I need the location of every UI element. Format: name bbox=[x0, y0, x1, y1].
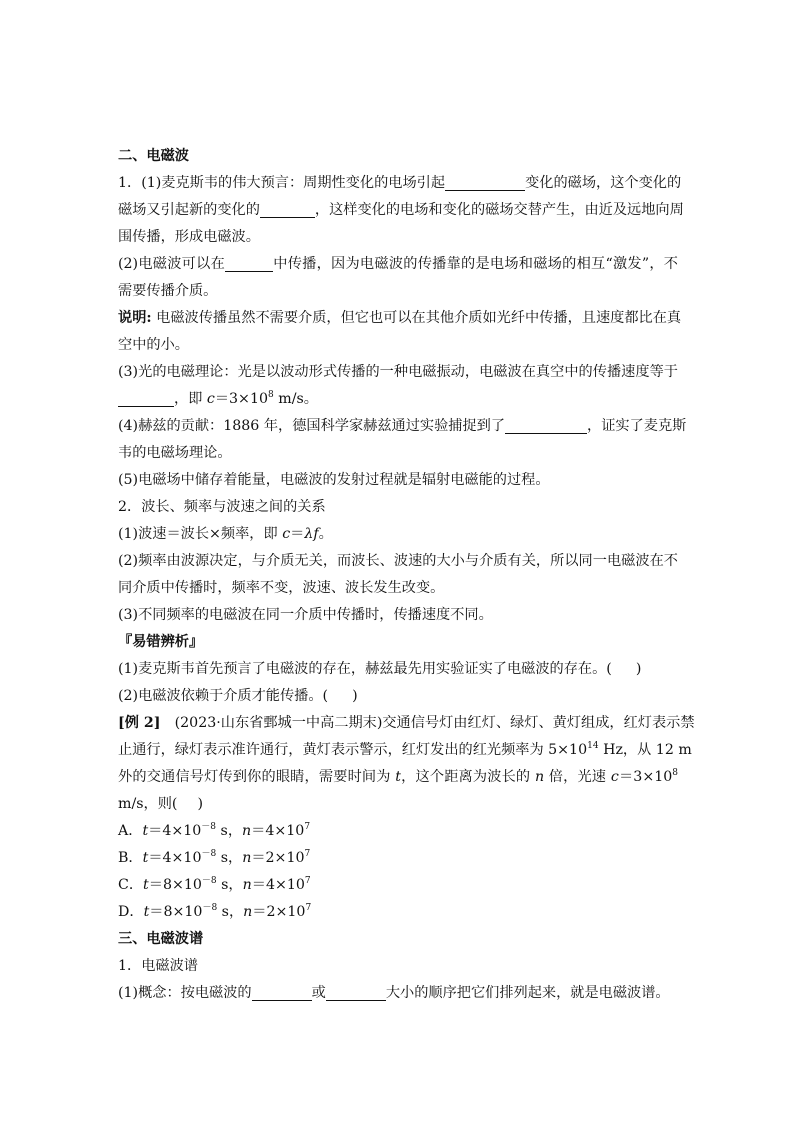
text-span: (4)赫兹的贡献：1886 年，德国科学家赫兹通过实验捕捉到了 bbox=[118, 418, 506, 434]
text-span: (3)不同频率的电磁波在同一介质中传播时，传播速度不同。 bbox=[118, 607, 493, 623]
text-span: ＝2×10 bbox=[252, 904, 306, 920]
paragraph-speed bbox=[118, 602, 678, 629]
text-span: n bbox=[242, 850, 252, 866]
option-d[interactable] bbox=[118, 899, 678, 926]
text-span: t bbox=[395, 769, 401, 785]
text-span: 8 bbox=[672, 768, 678, 778]
paragraph-hertz bbox=[118, 413, 687, 440]
text-span: 7 bbox=[304, 822, 311, 832]
text-span: s， bbox=[217, 904, 244, 920]
text-span: n bbox=[534, 769, 545, 785]
text-span: 或 bbox=[311, 985, 326, 1001]
text-span: －8 bbox=[201, 876, 217, 886]
text-span: ) bbox=[352, 688, 358, 704]
text-span: s， bbox=[216, 877, 243, 893]
example-question bbox=[118, 710, 695, 737]
text-span: 外的交通信号灯传到你的眼睛，需要时间为 bbox=[118, 769, 396, 785]
text-span: ) bbox=[197, 796, 203, 812]
text-span: 变化的磁场，这个变化的 bbox=[525, 175, 682, 191]
text-span: －8 bbox=[201, 849, 217, 859]
text-span: s， bbox=[216, 850, 243, 866]
text-span: t bbox=[142, 850, 149, 866]
option-a[interactable] bbox=[118, 818, 678, 845]
text-span: c bbox=[282, 526, 291, 542]
text-span: 同介质中传播时，频率不变，波速、波长发生改变。 bbox=[118, 580, 445, 596]
text-span: ，这个距离为波长的 bbox=[400, 769, 535, 785]
text-span: t bbox=[143, 904, 150, 920]
text-span: ＝8×10 bbox=[149, 904, 203, 920]
text-span: ＝2×10 bbox=[251, 850, 305, 866]
text-span: 磁场又引起新的变化的 bbox=[118, 202, 260, 218]
text-span: n bbox=[242, 823, 252, 839]
fill-blank[interactable] bbox=[326, 983, 386, 1001]
text-span: 围传播，形成电磁波。 bbox=[118, 229, 260, 245]
paragraph-line bbox=[118, 791, 678, 818]
text-span: 7 bbox=[304, 849, 311, 859]
judge-item-1 bbox=[118, 656, 678, 683]
text-span: 二、电磁波 bbox=[118, 148, 189, 164]
error-analysis-heading bbox=[118, 629, 678, 656]
paragraph-line bbox=[118, 224, 678, 251]
paragraph-line bbox=[118, 278, 678, 305]
text-span: (2)频率由波源决定，与介质无关，而波长、波速的大小与介质有关，所以同一电磁波在不 bbox=[118, 553, 678, 569]
text-span: 7 bbox=[304, 876, 311, 886]
text-span: c bbox=[206, 391, 215, 407]
text-span: m/s。 bbox=[273, 391, 318, 407]
fill-blank[interactable] bbox=[260, 200, 315, 218]
text-span: (2)电磁波可以在 bbox=[118, 256, 226, 272]
text-span: n bbox=[242, 877, 252, 893]
text-span: 倍，光速 bbox=[544, 769, 611, 785]
note-paragraph bbox=[118, 305, 682, 332]
text-span: 『易错辨析』 bbox=[118, 634, 204, 650]
text-span: 止通行，绿灯表示准许通行，黄灯表示警示，红灯发出的红光频率为 5×10 bbox=[118, 742, 588, 758]
text-span: ＝3×10 bbox=[618, 769, 673, 785]
text-span: c bbox=[610, 769, 619, 785]
text-span: Hz，从 12 m bbox=[598, 742, 692, 758]
fill-blank[interactable] bbox=[445, 173, 525, 191]
subheading-wave-relation bbox=[118, 494, 678, 521]
text-span: (3)光的电磁理论：光是以波动形式传播的一种电磁振动，电磁波在真空中的传播速度等于 bbox=[118, 364, 678, 380]
paragraph-line bbox=[118, 332, 678, 359]
text-span: 中传播，因为电磁波的传播靠的是电场和磁场的相互“激发”，不 bbox=[273, 256, 678, 272]
paragraph-maxwell-prediction bbox=[118, 170, 682, 197]
text-span: 空中的小。 bbox=[118, 337, 189, 353]
text-span: 。 bbox=[318, 526, 333, 542]
text-span: 2．波长、频率与波速之间的关系 bbox=[118, 499, 326, 515]
text-span: m/s，则( bbox=[118, 796, 178, 812]
text-span: n bbox=[243, 904, 253, 920]
text-span: ＝4×10 bbox=[251, 877, 305, 893]
text-span: ，即 bbox=[174, 391, 207, 407]
text-span: [例 2] bbox=[118, 715, 161, 731]
text-span: ，这样变化的电场和变化的磁场交替产生，由近及远地向周 bbox=[314, 202, 684, 218]
paragraph-line bbox=[118, 764, 678, 791]
document-content bbox=[118, 143, 695, 1007]
section-heading-spectrum bbox=[118, 926, 678, 953]
paragraph-formula bbox=[118, 521, 678, 548]
text-span: 8 bbox=[268, 390, 274, 400]
text-span: (1)麦克斯韦首先预言了电磁波的存在，赫兹最先用实验证实了电磁波的存在。( bbox=[118, 661, 612, 677]
section-heading-electromagnetic-wave bbox=[118, 143, 678, 170]
paragraph-line bbox=[118, 197, 684, 224]
text-span: 三、电磁波谱 bbox=[118, 931, 204, 947]
subheading-spectrum bbox=[118, 953, 678, 980]
text-span: ＝4×10 bbox=[148, 850, 202, 866]
option-b[interactable] bbox=[118, 845, 678, 872]
text-span: ，证实了麦克斯 bbox=[587, 418, 687, 434]
text-span: －8 bbox=[201, 822, 217, 832]
text-span: ＝4×10 bbox=[251, 823, 305, 839]
text-span: ＝4×10 bbox=[148, 823, 202, 839]
judge-item-2 bbox=[118, 683, 678, 710]
text-span: (1)概念：按电磁波的 bbox=[118, 985, 252, 1001]
paragraph-line bbox=[118, 737, 692, 764]
text-span: (2023·山东省鄄城一中高二期末)交通信号灯由红灯、绿灯、黄灯组成，红灯表示禁 bbox=[160, 715, 695, 731]
text-span: ) bbox=[635, 661, 642, 677]
text-span: 电磁波传播虽然不需要介质，但它也可以在其他介质如光纤中传播，且速度都比在真 bbox=[151, 310, 682, 326]
text-span: 说明: bbox=[118, 310, 152, 326]
text-span: ＝3×10 bbox=[214, 391, 268, 407]
text-span: 7 bbox=[305, 903, 312, 913]
text-span: －8 bbox=[202, 903, 218, 913]
text-span: 1．电磁波谱 bbox=[118, 958, 198, 974]
fill-blank[interactable] bbox=[225, 254, 273, 272]
text-span: 韦的电磁场理论。 bbox=[118, 445, 232, 461]
text-span: 1．(1)麦克斯韦的伟大预言：周期性变化的电场引起 bbox=[118, 175, 446, 191]
text-span: t bbox=[142, 823, 149, 839]
text-span: (2)电磁波依赖于介质才能传播。( bbox=[118, 688, 329, 704]
fill-blank[interactable] bbox=[252, 983, 312, 1001]
paragraph-spectrum-concept bbox=[118, 980, 678, 1007]
paragraph-line bbox=[118, 440, 678, 467]
paragraph-light-theory bbox=[118, 359, 678, 386]
text-span: A． bbox=[118, 823, 143, 839]
paragraph-line bbox=[118, 575, 678, 602]
paragraph-frequency bbox=[118, 548, 678, 575]
paragraph-line bbox=[118, 386, 678, 413]
fill-blank[interactable] bbox=[118, 389, 174, 407]
text-span: D． bbox=[118, 904, 144, 920]
text-span: 大小的顺序把它们排列起来，就是电磁波谱。 bbox=[385, 985, 670, 1001]
text-span: C． bbox=[118, 877, 144, 893]
text-span: λf bbox=[304, 526, 319, 542]
paragraph-propagation bbox=[118, 251, 678, 278]
option-c[interactable] bbox=[118, 872, 678, 899]
text-span: 需要传播介质。 bbox=[118, 283, 218, 299]
text-span: (1)波速＝波长×频率，即 bbox=[118, 526, 283, 542]
paragraph-energy bbox=[118, 467, 678, 494]
text-span: (5)电磁场中储存着能量，电磁波的发射过程就是辐射电磁能的过程。 bbox=[118, 472, 550, 488]
text-span: 14 bbox=[587, 741, 599, 751]
text-span: ＝8×10 bbox=[148, 877, 202, 893]
fill-blank[interactable] bbox=[505, 416, 587, 434]
text-span: ＝ bbox=[290, 526, 305, 542]
text-span: B． bbox=[118, 850, 143, 866]
text-span: s， bbox=[216, 823, 243, 839]
text-span: t bbox=[143, 877, 149, 893]
